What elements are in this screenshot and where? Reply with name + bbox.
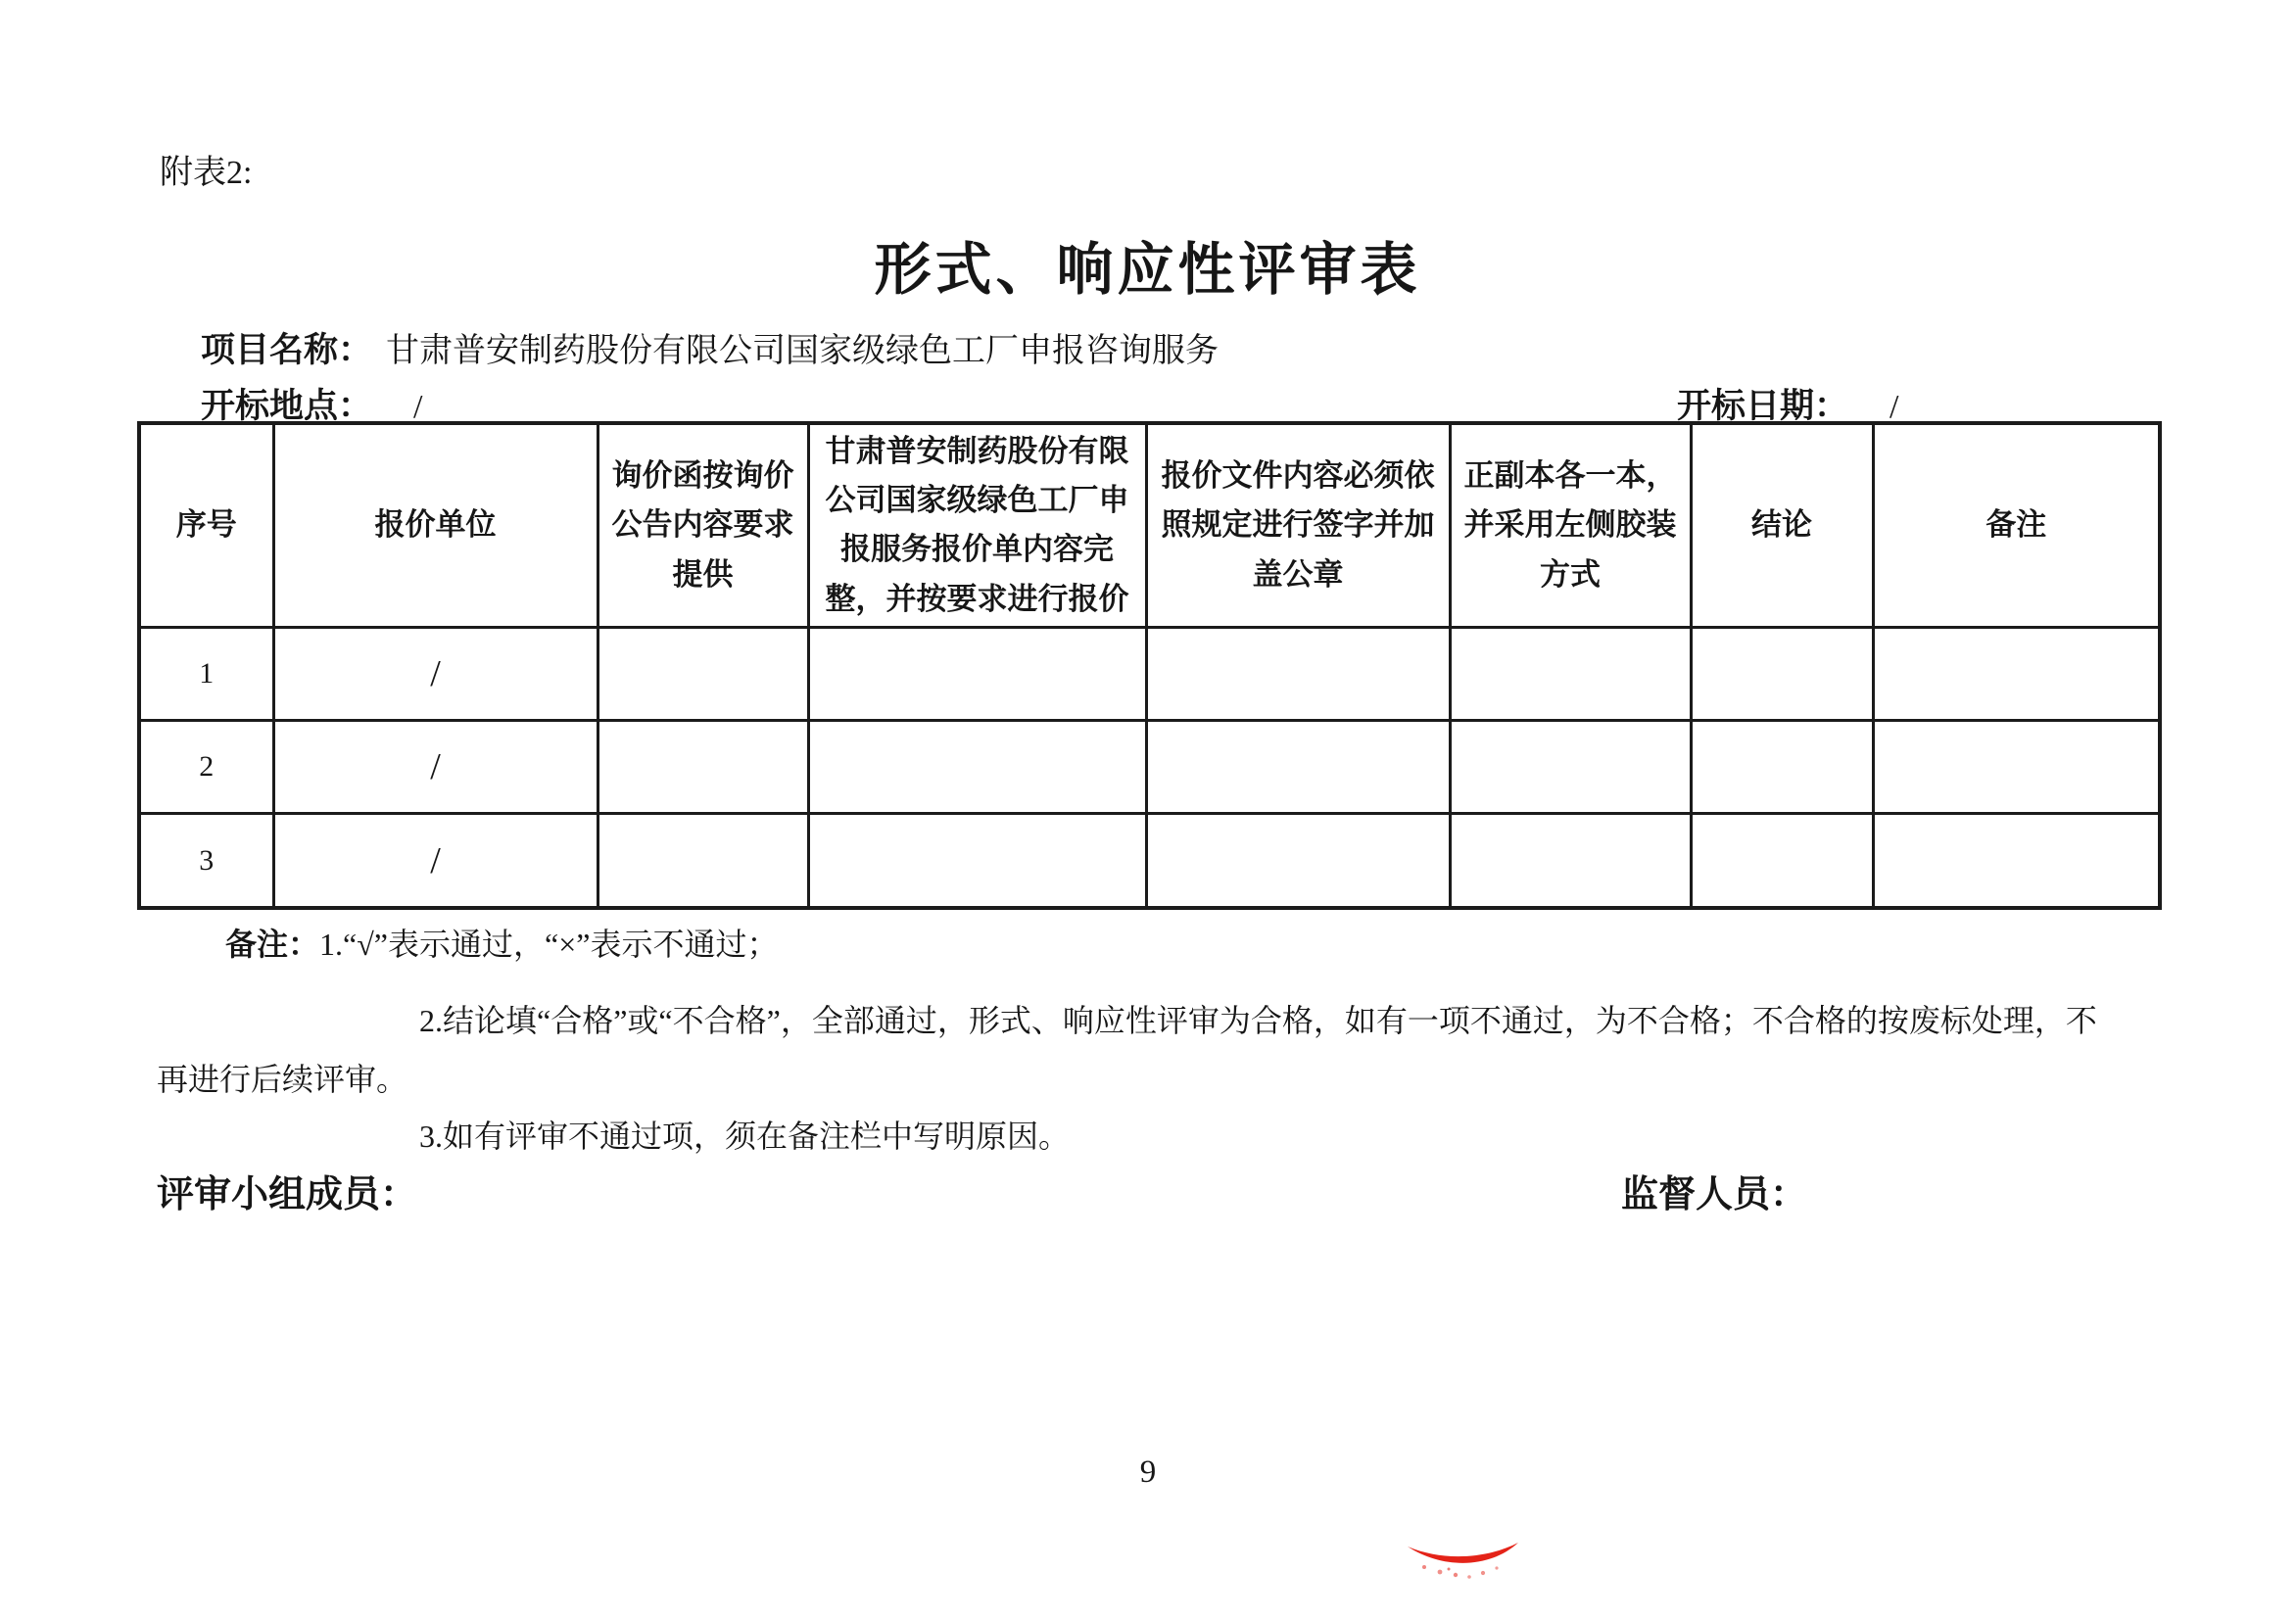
red-seal-edge-mark [1403,1538,1522,1581]
cell-quoting-unit: / [273,813,598,908]
red-seal-speckle [1422,1565,1426,1569]
column-header-binding: 正副本各一本，并采用左侧胶装方式 [1450,423,1691,627]
column-header-signature-seal: 报价文件内容必须依照规定进行签字并加盖公章 [1146,423,1450,627]
cell-remarks [1873,813,2160,908]
red-seal-speckle [1467,1575,1471,1579]
column-header-quotation-complete: 甘肃普安制药股份有限公司国家级绿色工厂申报服务报价单内容完整，并按要求进行报价 [808,423,1146,627]
bid-date-value: / [1889,389,1899,425]
project-name-value: 甘肃普安制药股份有限公司国家级绿色工厂申报咨询服务 [386,333,1220,369]
column-header-quoting-unit: 报价单位 [273,423,598,627]
table-header-row [139,423,2160,627]
cell-conclusion [1691,627,1873,720]
footnote-1-text: 1.“√”表示通过，“×”表示不通过； [319,927,779,962]
cell-row-no: 2 [139,720,273,813]
cell-signature-seal [1146,813,1450,908]
table-row [139,813,2160,908]
column-header-remarks: 备注 [1873,423,2160,627]
cell-row-no: 1 [139,627,273,720]
cell-signature-seal [1146,627,1450,720]
cell-inquiry-letter [598,813,808,908]
supervisor-signature-label: 监督人员： [1621,1174,1808,1215]
footnote-1 [137,923,2184,966]
page-number: 9 [1139,1454,1157,1490]
bid-location-value: / [413,389,423,425]
review-team-signature-label: 评审小组成员： [157,1174,418,1215]
red-seal-speckle [1454,1573,1458,1577]
cell-signature-seal [1146,720,1450,813]
cell-remarks [1873,627,2160,720]
attachment-label: 附表2: [160,155,253,191]
cell-quotation-complete [808,813,1146,908]
cell-quoting-unit: / [273,627,598,720]
project-name-line [201,323,1219,372]
cell-row-no: 3 [139,813,273,908]
red-seal-speckle [1481,1571,1485,1575]
cell-quotation-complete [808,627,1146,720]
cell-inquiry-letter [598,627,808,720]
cell-remarks [1873,720,2160,813]
red-seal-crescent [1408,1543,1518,1563]
red-seal-speckle [1448,1568,1451,1571]
page-title: 形式、响应性评审表 [874,238,1421,302]
review-table [137,421,2162,910]
red-seal-speckle [1438,1570,1443,1575]
footnotes-block [137,923,2184,1159]
cell-quoting-unit: / [273,720,598,813]
column-header-conclusion: 结论 [1691,423,1873,627]
footnote-2: 2.结论填“合格”或“不合格”，全部通过，形式、响应性评审为合格，如有一项不通过，为不合格；不合格的按废标处理，不 [419,1003,2097,1039]
bid-date-label: 开标日期： [1677,387,1849,425]
red-seal-speckle [1495,1566,1498,1569]
cell-binding [1450,627,1691,720]
bid-location-label: 开标地点： [201,387,373,425]
cell-conclusion [1691,813,1873,908]
cell-inquiry-letter [598,720,808,813]
cell-binding [1450,720,1691,813]
footnote-2-continuation: 再进行后续评审。 [157,1062,408,1098]
project-name-label: 项目名称： [201,331,373,369]
cell-quotation-complete [808,720,1146,813]
footnote-label: 备注： [225,927,320,962]
cell-conclusion [1691,720,1873,813]
cell-binding [1450,813,1691,908]
table-row [139,627,2160,720]
column-header-no: 序号 [139,423,273,627]
table-row [139,720,2160,813]
footnote-3: 3.如有评审不通过项，须在备注栏中写明原因。 [419,1119,1071,1155]
column-header-inquiry-letter: 询价函按询价公告内容要求提供 [598,423,808,627]
